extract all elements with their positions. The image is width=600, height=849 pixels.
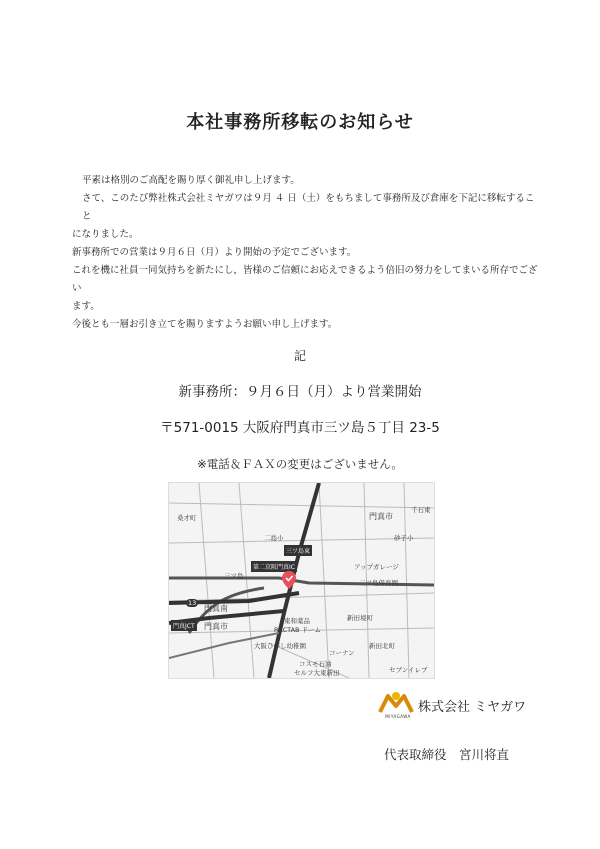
route-marker: 13 (188, 599, 197, 607)
map-label-kadoma-minami: 門真南 (204, 604, 228, 613)
map-label-sengoku: 千石東 (411, 506, 431, 514)
map-label-shinden: 新田境町 (347, 614, 373, 622)
company-logo (376, 690, 416, 720)
ki-heading: 記 (293, 349, 306, 363)
location-map (168, 482, 435, 679)
paragraph-commitment: これを機に社員一同気持ちを新たにし，皆様のご信頼にお応えできるよう倍旧の努力をしてまいる所存でござい (72, 265, 538, 294)
map-label-kadoma-city: 門真市 (369, 512, 393, 521)
map-label-kadoma-jct-city: 門真市 (204, 622, 228, 631)
map-label-daini-keihan: 第二京阪門真IC (251, 561, 297, 572)
map-label-mitsushima-nursery: 三ツ島保育園 (359, 579, 398, 587)
phone-fax-note: ※電話＆ＦＡＸの変更はございません。 (197, 457, 403, 471)
map-label-futajima: 二島小 (264, 534, 284, 542)
location-pin-icon (282, 571, 296, 589)
company-signature (376, 690, 526, 720)
new-address: 〒571-0015 大阪府門真市三ツ島５丁目 23-5 (160, 420, 440, 436)
map-label-kadoma-jct: 門真JCT (171, 620, 197, 631)
map-label-ractab: RACTAB ドーム (274, 626, 322, 634)
page-title: 本社事務所移転のお知らせ (186, 112, 414, 133)
map-label-nanamatsu: 砂子小 (394, 534, 414, 542)
map-label-tokai: 東和薬品 (284, 617, 310, 625)
representative: 代表取締役 宮川将直 (384, 747, 510, 762)
map-label-shinden-kita: 新田北町 (369, 642, 395, 650)
map-label-self-daito: セルフ大東新田 (294, 669, 340, 677)
map-label-osaka-kindergarten: 大阪ひがし幼稚園 (254, 642, 306, 650)
map-label-up-garage: アップガレージ (354, 563, 399, 571)
paragraph-opening: 新事務所での営業は９月６日（月）より開始の予定でございます。 (72, 247, 357, 258)
map-label-mitsushima-east: 三ツ島東 (284, 545, 312, 556)
paragraph-relocation: さて、このたび弊社株式会社ミヤガワは９月 ４ 日（土）をもちまして事務所及び倉庫を下記に移転すること (82, 193, 535, 222)
map-label-cosmo: コスモ石油 (299, 660, 332, 668)
letter-body (72, 172, 542, 334)
logo-text: MIYAGAWA (385, 714, 411, 719)
paragraph-closing: 今後とも一層お引き立てを賜りますようお願い申し上げます。 (72, 319, 338, 330)
map-label-konan: コーナン (329, 649, 355, 657)
opening-date: 新事務所：９月６日（月）より営業開始 (178, 384, 422, 400)
paragraph-greeting: 平素は格別のご高配を賜り厚く御礼申し上げます。 (82, 175, 300, 186)
paragraph-relocation-cont: になりました。 (72, 229, 139, 240)
paragraph-commitment-cont: ます。 (72, 301, 100, 312)
map-label-nishimachi: 桑才町 (177, 514, 197, 522)
map-label-mitsushima: 三ツ島 (224, 572, 244, 580)
company-name: 株式会社 ミヤガワ (418, 699, 527, 715)
map-label-seven: セブンイレブ (389, 666, 428, 674)
miyagawa-logo-icon (376, 690, 416, 714)
